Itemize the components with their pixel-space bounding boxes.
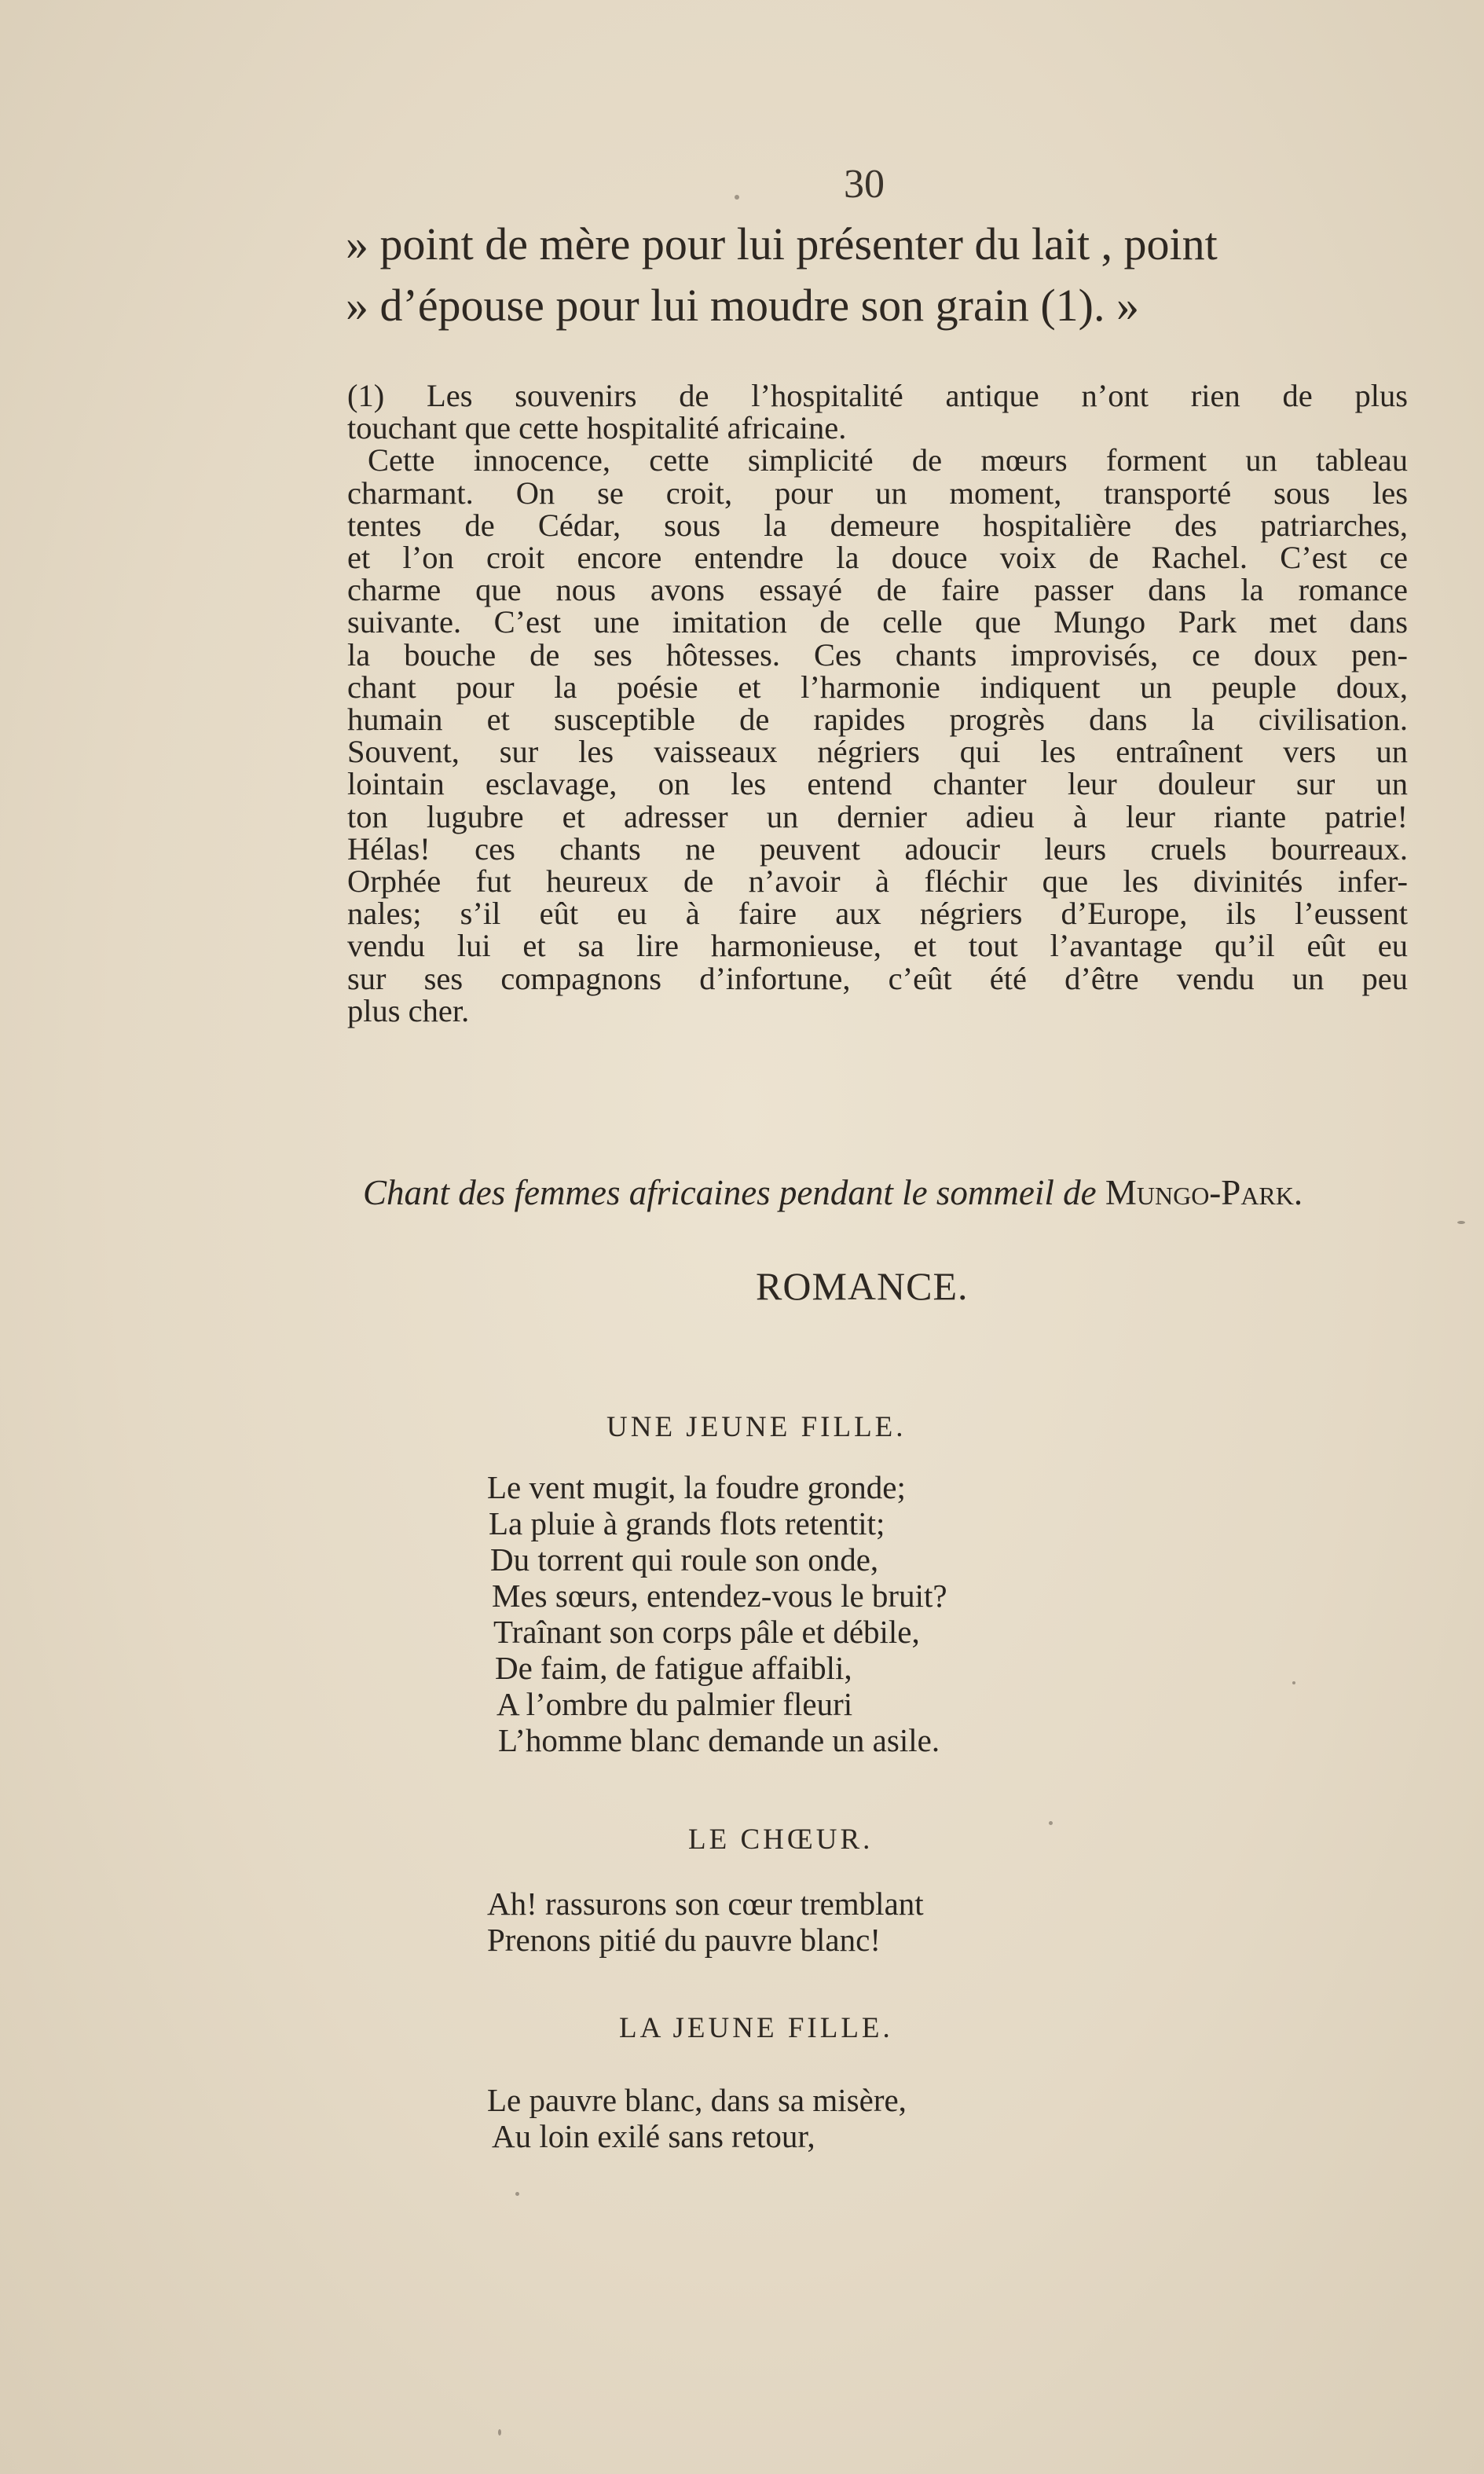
footnote-line: Souvent, sur les vaisseaux négriers qui les entraînent vers un bbox=[347, 734, 1408, 770]
speaker-heading: LE CHŒUR. bbox=[688, 1823, 874, 1856]
paper-speck bbox=[735, 195, 739, 200]
footnote-line: sur ses compagnons d’infortune, c’eût été d’être vendu un peu bbox=[347, 960, 1408, 996]
footnote-line: (1) Les souvenirs de l’hospitalité antique n’ont rien de plus bbox=[347, 378, 1408, 413]
paper-speck bbox=[1457, 1221, 1465, 1224]
verse-stanza bbox=[487, 2082, 907, 2154]
romance-heading: ROMANCE. bbox=[756, 1264, 969, 1308]
footnote-line: plus cher. bbox=[347, 992, 470, 1028]
paper-speck bbox=[1292, 1681, 1295, 1684]
footnote-line: charme que nous avons essayé de faire passer dans la romance bbox=[347, 572, 1408, 608]
quote-line: » point de mère pour lui présenter du lait , point bbox=[346, 218, 1218, 269]
quote-continuation bbox=[346, 214, 1406, 336]
paper-speck bbox=[515, 2192, 519, 2196]
footnote-line: ton lugubre et adresser un dernier adieu à leur riante patrie! bbox=[347, 798, 1408, 834]
verse-line: L’homme blanc demande un asile. bbox=[498, 1722, 940, 1758]
paper-speck bbox=[498, 2429, 501, 2436]
footnote-line: Orphée fut heureux de n’avoir à fléchir que les divinités infer- bbox=[347, 863, 1408, 900]
verse-line: Le pauvre blanc, dans sa misère, bbox=[487, 2082, 907, 2118]
speaker-heading: LA JEUNE FILLE. bbox=[619, 2012, 893, 2044]
verse-stanza bbox=[487, 1886, 924, 1958]
footnote-line: vendu lui et sa lire harmonieuse, et tout l’avantage qu’il eût eu bbox=[347, 928, 1408, 964]
footnote-line: tentes de Cédar, sous la demeure hospitalière des patriarches, bbox=[347, 507, 1408, 543]
verse-line: Mes sœurs, entendez-vous le bruit? bbox=[492, 1578, 947, 1614]
speaker-heading: UNE JEUNE FILLE. bbox=[606, 1411, 907, 1443]
footnote-line: chant pour la poésie et l’harmonie indiquent un peuple doux, bbox=[347, 669, 1408, 705]
footnote-line: touchant que cette hospitalité africaine. bbox=[347, 410, 847, 446]
verse-line: Prenons pitié du pauvre blanc! bbox=[487, 1922, 881, 1958]
footnote-line: suivante. C’est une imitation de celle que Mungo Park met dans bbox=[347, 604, 1408, 640]
page-number: 30 bbox=[844, 162, 885, 207]
verse-stanza bbox=[487, 1469, 947, 1758]
footnote-line: et l’on croit encore entendre la douce voix de Rachel. C’est ce bbox=[347, 540, 1408, 576]
song-title-text: Chant des femmes africaines pendant le sommeil de bbox=[363, 1173, 1097, 1212]
footnote-line: lointain esclavage, on les entend chanter leur douleur sur un bbox=[347, 766, 1408, 802]
footnote-line: la bouche de ses hôtesses. Ces chants improvisés, ce doux pen- bbox=[347, 636, 1408, 673]
verse-line: Le vent mugit, la foudre gronde; bbox=[487, 1469, 906, 1505]
footnote-line: nales; s’il eût eu à faire aux négriers d’Europe, ils l’eussent bbox=[347, 896, 1408, 932]
verse-line: Du torrent qui roule son onde, bbox=[490, 1541, 879, 1578]
verse-line: De faim, de fatigue affaibli, bbox=[495, 1650, 852, 1686]
footnote-line: charmant. On se croit, pour un moment, transporté sous les bbox=[347, 475, 1408, 511]
verse-line: A l’ombre du palmier fleuri bbox=[496, 1686, 853, 1722]
verse-line: La pluie à grands flots retentit; bbox=[489, 1505, 885, 1541]
footnote-line: humain et susceptible de rapides progrès dans la civilisation. bbox=[347, 702, 1408, 738]
verse-line: Traînant son corps pâle et débile, bbox=[493, 1614, 920, 1650]
verse-line: Au loin exilé sans retour, bbox=[492, 2118, 815, 2154]
song-title bbox=[363, 1171, 1400, 1215]
footnote bbox=[347, 379, 1408, 1027]
song-title-name: Mungo-Park. bbox=[1105, 1173, 1303, 1212]
paper-speck bbox=[1049, 1821, 1053, 1825]
footnote-line: Cette innocence, cette simplicité de mœurs forment un tableau bbox=[368, 442, 1408, 478]
footnote-line: Hélas! ces chants ne peuvent adoucir leurs cruels bourreaux. bbox=[347, 830, 1408, 867]
verse-line: Ah! rassurons son cœur tremblant bbox=[487, 1886, 924, 1922]
quote-line: » d’épouse pour lui moudre son grain (1). » bbox=[346, 280, 1139, 331]
